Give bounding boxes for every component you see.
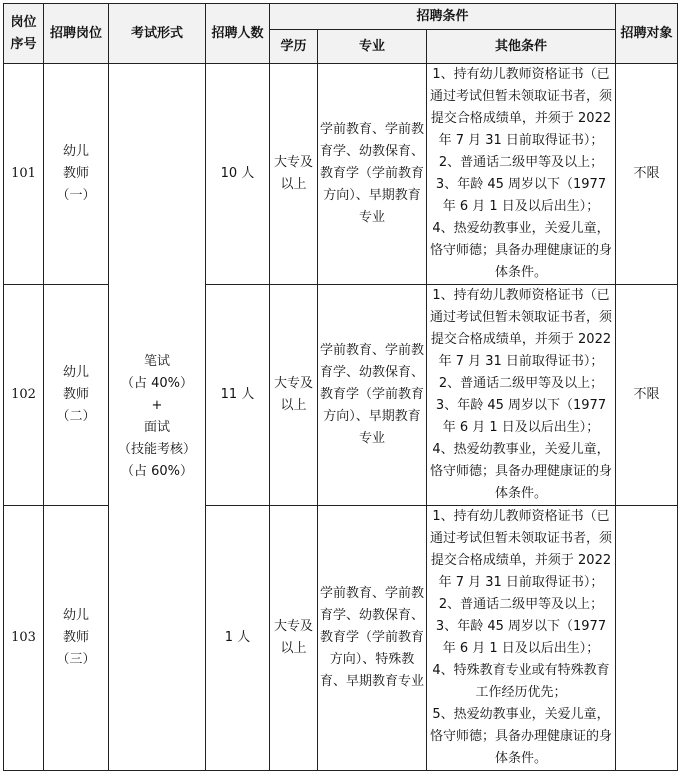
exam-line: （占 40%） (120, 376, 194, 391)
table-row (4, 506, 678, 771)
table-row (4, 64, 678, 285)
condition-item: 1、持有幼儿教师资格证书（已通过考试但暂未领取证书者，须提交合格成绩单，并须于 2022 年 7 月 31 日前取得证书）； (430, 67, 613, 148)
condition-item: 2、普通话二级甲等及以上； (438, 155, 604, 170)
exam-form-cell (109, 64, 206, 771)
condition-item: 4、热爱幼教事业，关爱儿童，恪守师德；具备办理健康证的身体条件。 (430, 221, 613, 280)
row-seq: 101 (4, 64, 44, 285)
row-education: 大专及以上 (270, 506, 318, 771)
condition-item: 2、普通话二级甲等及以上； (438, 597, 604, 612)
row-target: 不限 (616, 64, 678, 285)
condition-item: 4、热爱幼教事业，关爱儿童，恪守师德；具备办理健康证的身体条件。 (430, 442, 613, 501)
row-other-conditions (427, 64, 616, 285)
row-major: 学前教育、学前教育学、幼教保育、教育学（学前教育方向）、早期教育专业 (318, 285, 427, 506)
condition-item: 2、普通话二级甲等及以上； (438, 376, 604, 391)
header-exam-form: 考试形式 (109, 4, 206, 64)
position-line: 教师 (62, 387, 89, 402)
condition-item: 3、年龄 45 周岁以下（1977 年 6 月 1 日及以后出生）； (435, 177, 607, 214)
position-line: （三） (56, 652, 96, 667)
header-seq: 岗位序号 (4, 4, 44, 64)
condition-item: 1、持有幼儿教师资格证书（已通过考试但暂未领取证书者，须提交合格成绩单，并须于 2022 年 7 月 31 日前取得证书）； (430, 288, 613, 369)
row-seq: 103 (4, 506, 44, 771)
row-major: 学前教育、学前教育学、幼教保育、教育学（学前教育方向）、特殊教育、早期教育专业 (318, 506, 427, 771)
position-line: （二） (56, 409, 96, 424)
row-position (44, 285, 109, 506)
condition-item: 4、特殊教育专业或有特殊教育工作经历优先； (432, 663, 610, 700)
row-position (44, 64, 109, 285)
position-line: 教师 (62, 630, 89, 645)
table-row (4, 285, 678, 506)
exam-line: + (151, 398, 163, 413)
header-education: 学历 (270, 30, 318, 64)
row-count: 10 人 (206, 64, 270, 285)
condition-item: 3、年龄 45 周岁以下（1977 年 6 月 1 日及以后出生）； (435, 619, 607, 656)
position-line: 幼儿 (62, 144, 89, 159)
row-other-conditions (427, 506, 616, 771)
header-major: 专业 (318, 30, 427, 64)
header-target: 招聘对象 (616, 4, 678, 64)
recruitment-table (3, 3, 678, 771)
header-count: 招聘人数 (206, 4, 270, 64)
row-count: 1 人 (206, 506, 270, 771)
row-education: 大专及以上 (270, 64, 318, 285)
row-seq: 102 (4, 285, 44, 506)
exam-line: 面试 (143, 420, 170, 435)
position-line: 幼儿 (62, 608, 89, 623)
exam-line: 笔试 (143, 354, 170, 369)
row-position (44, 506, 109, 771)
exam-line: （技能考核） (117, 442, 196, 457)
position-line: 幼儿 (62, 365, 89, 380)
condition-item: 5、热爱幼教事业，关爱儿童，恪守师德；具备办理健康证的身体条件。 (430, 707, 613, 766)
row-target (616, 506, 678, 771)
row-major: 学前教育、学前教育学、幼教保育、教育学（学前教育方向）、早期教育专业 (318, 64, 427, 285)
row-education: 大专及以上 (270, 285, 318, 506)
position-line: 教师 (62, 166, 89, 181)
row-count: 11 人 (206, 285, 270, 506)
row-other-conditions (427, 285, 616, 506)
header-position: 招聘岗位 (44, 4, 109, 64)
row-target: 不限 (616, 285, 678, 506)
position-line: （一） (56, 188, 96, 203)
condition-item: 1、持有幼儿教师资格证书（已通过考试但暂未领取证书者，须提交合格成绩单，并须于 2022 年 7 月 31 日前取得证书）； (430, 509, 613, 590)
header-conditions: 招聘条件 (270, 4, 616, 30)
condition-item: 3、年龄 45 周岁以下（1977 年 6 月 1 日及以后出生）； (435, 398, 607, 435)
exam-line: （占 60%） (120, 464, 194, 479)
header-other: 其他条件 (427, 30, 616, 64)
